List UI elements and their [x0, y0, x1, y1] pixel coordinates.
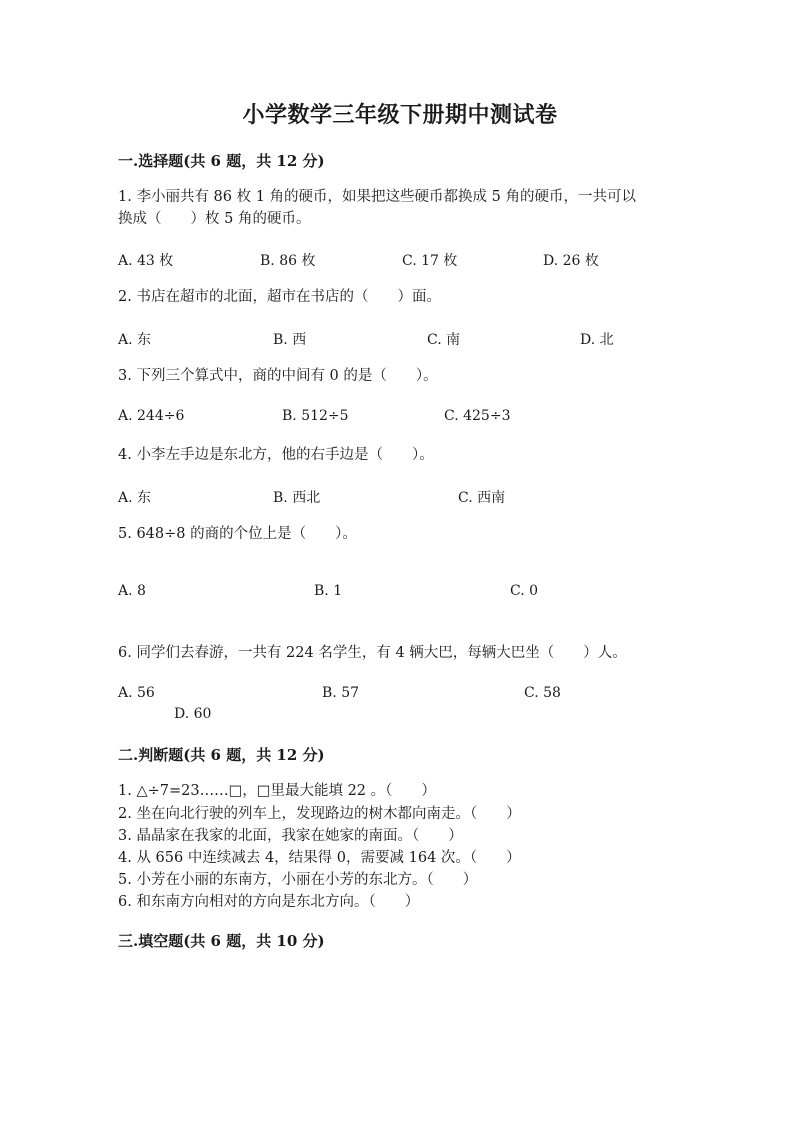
question-6-option-b: B. 57 [322, 685, 360, 701]
tf-question-6: 6. 和东南方向相对的方向是东北方向。（ ） [118, 894, 420, 910]
question-3-line-1: 3. 下列三个算式中，商的中间有 0 的是（ ）。 [118, 368, 438, 384]
question-6-option-d: D. 60 [174, 706, 212, 722]
question-6-option-a: A. 56 [118, 685, 155, 701]
tf-question-5: 5. 小芳在小丽的东南方，小丽在小芳的东北方。（ ） [118, 872, 478, 888]
tf-question-2: 2. 坐在向北行驶的列车上，发现路边的树木都向南走。（ ） [118, 806, 521, 822]
question-2-option-c: C. 南 [427, 332, 461, 348]
question-4-option-a: A. 东 [118, 490, 152, 506]
question-1-line-2: 换成（ ）枚 5 角的硬币。 [118, 211, 311, 227]
question-2-option-d: D. 北 [580, 332, 614, 348]
question-5-option-a: A. 8 [118, 583, 146, 599]
question-6-line-1: 6. 同学们去春游，一共有 224 名学生，有 4 辆大巴，每辆大巴坐（ ）人。 [118, 645, 627, 661]
section-heading-choice: 一.选择题(共 6 题，共 12 分) [118, 152, 325, 170]
question-2-line-1: 2. 书店在超市的北面，超市在书店的（ ）面。 [118, 289, 441, 305]
page-title: 小学数学三年级下册期中测试卷 [242, 102, 558, 128]
question-6-option-c: C. 58 [524, 685, 561, 701]
question-4-option-c: C. 西南 [458, 490, 506, 506]
tf-question-4: 4. 从 656 中连续减去 4，结果得 0，需要减 164 次。（ ） [118, 850, 521, 866]
question-4-option-b: B. 西北 [273, 490, 321, 506]
tf-question-1: 1. △÷7=23……□，□里最大能填 22 。（ ） [118, 783, 436, 799]
question-5-option-b: B. 1 [314, 583, 343, 599]
question-4-line-1: 4. 小李左手边是东北方，他的右手边是（ ）。 [118, 447, 434, 463]
question-2-option-a: A. 东 [118, 332, 152, 348]
section-heading-true-false: 二.判断题(共 6 题，共 12 分) [118, 746, 325, 764]
question-5-line-1: 5. 648÷8 的商的个位上是（ ）。 [118, 526, 357, 542]
question-1-option-c: C. 17 枚 [402, 253, 458, 269]
question-3-option-b: B. 512÷5 [282, 408, 349, 424]
question-3-option-c: C. 425÷3 [444, 408, 511, 424]
question-1-option-b: B. 86 枚 [260, 253, 316, 269]
question-1-line-1: 1. 李小丽共有 86 枚 1 角的硬币，如果把这些硬币都换成 5 角的硬币，一共可以 [118, 189, 636, 205]
question-1-option-a: A. 43 枚 [118, 253, 174, 269]
tf-question-3: 3. 晶晶家在我家的北面，我家在她家的南面。（ ） [118, 828, 463, 844]
question-1-option-d: D. 26 枚 [543, 253, 599, 269]
section-heading-fill-blank: 三.填空题(共 6 题，共 10 分) [118, 932, 325, 950]
question-2-option-b: B. 西 [273, 332, 307, 348]
question-5-option-c: C. 0 [510, 583, 539, 599]
question-3-option-a: A. 244÷6 [118, 408, 185, 424]
